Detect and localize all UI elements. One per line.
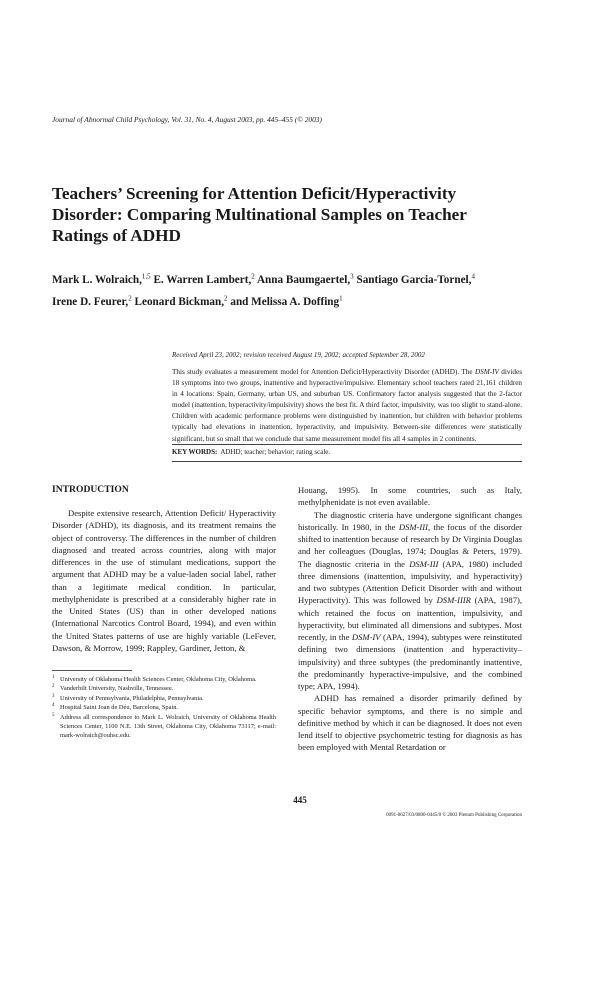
author: Anna Baumgaertel,$^3$ xyxy=(256,272,354,286)
paragraph: The diagnostic criteria have undergone significant changes historically. In 1980, in the DSM-III, the focus of the disorder shifted to inattention because of research by Dr Virginia Douglas and her colleagues (Douglas, 1974; Douglas & Peters, 1979). The diagnostic criteria in the DSM-III (APA, 1980) included three dimensions (inattention, impulsivity, and hyperactivity) and two subtypes (Attention Deficit Disorder with and without Hyperactivity). This was followed by DSM-IIIR (APA, 1987), which retained the focus on inattention, impulsivity, and hyperactivity, but eliminated all dimensions and subtypes. Most recently, in the DSM-IV (APA, 1994), subtypes were reinstituted defining two dimensions (inattention and hyperactivity–impulsivity) and three subtypes (the predominantly inattentive, the predominantly hyperactive-impulsive, and the combined type; APA, 1994). xyxy=(298,509,522,691)
abstract: This study evaluates a measurement model for Attention Deficit/Hyperactivity Disorder (ADHD). The DSM-IV divides 18 symptoms into two groups, inattentive and hyperactive/impulsive. Elementary school teachers rated 21,161 children in 4 locations: Spain, Germany, urban US, and suburban US. Confirmatory factor analysis suggested that the 2-factor model (inattention, hyperactivity/impulsivity) shows the best fit. A third factor, impulsivity, was too slight to stand-alone. Children with academic performance problems were distinguished by inattention, but children with behavior problems typically had elevations in inattention, hyperactivity, and impulsivity. Between-site differences were statistically significant, but so small that we conclude that same measurement model fits all 4 samples in 2 continents. xyxy=(172,368,523,443)
author: Irene D. Feurer,$^2$ xyxy=(52,294,132,309)
author: Santiago Garcia-Tornel,$^4$ xyxy=(356,272,475,286)
footnotes xyxy=(52,675,276,741)
paragraph: ADHD has remained a disorder primarily defined by specific behavior symptoms, and there is no simple and definitive method by which it can be diagnosed. It does not even lend itself to objective psychometric testing for diagnosis as has been employed with Mental Retardation or xyxy=(298,693,522,753)
page-number: 445 xyxy=(293,795,307,805)
paragraph: Despite extensive research, Attention Deficit/ Hyperactivity Disorder (ADHD), its diagnosis, and its treatment remains the object of controversy. The differences in the number of children diagnosed and treated across countries, along with major differences in the use of stimulant medications, support the argument that ADHD may be a value-laden social label, rather than a legitimate medical condition. In particular, methylphenidate is prescribed at a considerably higher rate in the United States (US) than in other developed nations (International Narcotics Control Board, 1994), and even within the United States patterns of use are highly variable (LeFever, Dawson, & Morrow, 1999; Rappley, Gardiner, Jetton, & xyxy=(52,508,276,653)
journal-citation: Journal of Abnormal Child Psychology, Vol. 31, No. 4, August 2003, pp. 445–455 (© 2003) xyxy=(52,115,322,124)
author: and Melissa A. Doffing$^1$ xyxy=(230,294,343,309)
received-dates: Received April 23, 2002; revision received August 19, 2002; accepted September 28, 2002 xyxy=(172,351,425,359)
footnote: 2 Vanderbilt University, Nashville, Tennessee. xyxy=(52,684,174,693)
abstract-divider xyxy=(172,444,522,445)
keywords: KEY WORDS: ADHD; teacher; behavior; rating scale. xyxy=(172,448,331,456)
author-list xyxy=(52,267,542,312)
author: Leonard Bickman,$^2$ xyxy=(134,294,228,309)
section-heading-introduction: INTRODUCTION xyxy=(52,484,129,495)
footnote-divider xyxy=(52,670,132,671)
footnote: 3 University of Pennsylvania, Philadelphia, Pennsylvania. xyxy=(52,693,204,702)
article-title: Teachers’ Screening for Attention Deficit/Hyperactivity Disorder: Comparing Multinational Samples on Teacher Ratings of ADHD xyxy=(52,184,467,245)
footnote: 4 Hospital Saint Joan de Déu, Barcelona, Spain. xyxy=(52,703,179,712)
column-right xyxy=(298,484,522,754)
keywords-divider xyxy=(172,461,522,462)
column-left xyxy=(52,507,276,654)
footnote: 1 University of Oklahoma Health Sciences Center, Oklahoma City, Oklahoma. xyxy=(52,675,257,683)
author: Mark L. Wolraich,$^{1,5}$ xyxy=(52,272,151,286)
paragraph: Houang, 1995). In some countries, such as Italy, methylphenidate is not even available. xyxy=(298,485,522,508)
author: E. Warren Lambert,$^2$ xyxy=(153,272,255,286)
copyright-line: 0091-0627/03/0800-0445/0 © 2003 Plenum Publishing Corporation xyxy=(386,813,522,818)
footnote: 5 Address all correspondence to Mark L. Wolraich, University of Oklahoma Health Sciences Center, 1100 N.E. 13th Street, Oklahoma City, Oklahoma 73117; e-mail: mark-wolraich@ouhsc.edu. xyxy=(52,712,276,740)
